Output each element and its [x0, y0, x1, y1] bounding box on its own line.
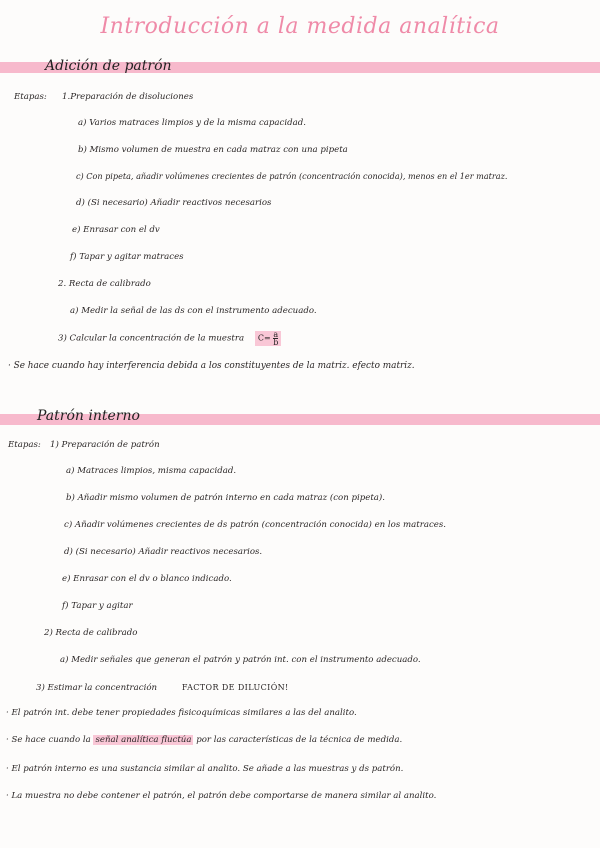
s2-step1-e: e) Enrasar con el dv o blanco indicado.: [62, 574, 232, 584]
s2-step3: [36, 682, 289, 694]
s1-step3-text: 3) Calcular la concentración de la muestra: [58, 333, 245, 344]
s2-step1-b: b) Añadir mismo volumen de patrón interno en cada matraz (con pipeta).: [66, 493, 385, 503]
s1-step1-a: a) Varios matraces limpios y de la misma capacidad.: [78, 118, 306, 128]
formula-num: a: [273, 330, 279, 339]
s1-step1-e: e) Enrasar con el dv: [72, 225, 160, 235]
s2-note-1: · El patrón int. debe tener propiedades fisicoquímicas similares a las del analito.: [6, 708, 357, 718]
s2-step1-a: a) Matraces limpios, misma capacidad.: [66, 466, 237, 476]
s1-note: · Se hace cuando hay interferencia debida a los constituyentes de la matriz. efecto matriz.: [8, 361, 415, 371]
s2-step1: 1) Preparación de patrón: [50, 440, 160, 450]
s1-step1-f: f) Tapar y agitar matraces: [70, 252, 184, 262]
etapas-label-2: Etapas:: [8, 440, 41, 450]
formula-den: b: [273, 338, 279, 347]
s2-step2: 2) Recta de calibrado: [44, 628, 138, 638]
s2-note-3: · El patrón interno es una sustancia similar al analito. Se añade a las muestras y ds patrón.: [6, 764, 404, 774]
s2-note-2-post: por las características de la técnica de medida.: [196, 735, 403, 745]
section-heading-adicion: Adición de patrón: [45, 58, 172, 74]
s2-step1-c: c) Añadir volúmenes crecientes de ds patrón (concentración conocida) en los matraces.: [64, 520, 446, 530]
s1-step1-c: c) Con pipeta, añadir volúmenes crecientes de patrón (concentración conocida), menos en el 1er matraz.: [76, 171, 508, 181]
etapas-label: Etapas:: [14, 92, 47, 102]
page-title: Introducción a la medida analítica: [100, 14, 500, 39]
s1-step1: 1.Preparación de disoluciones: [62, 92, 194, 102]
formula-fraction: [273, 331, 278, 346]
formula-box: [255, 331, 282, 346]
s2-step1-f: f) Tapar y agitar: [62, 601, 133, 611]
s2-note-2: [6, 735, 402, 746]
s2-note-4: · La muestra no debe contener el patrón, el patrón debe comportarse de manera similar al analito.: [6, 791, 437, 801]
s2-step3-text: 3) Estimar la concentración: [36, 683, 158, 693]
s2-note-2-highlight: señal analítica fluctúa: [95, 735, 192, 745]
s1-step2-a: a) Medir la señal de las ds con el instrumento adecuado.: [70, 306, 317, 316]
s1-step1-b: b) Mismo volumen de muestra en cada matraz con una pipeta: [78, 145, 348, 155]
s2-step3-note: FACTOR DE DILUCIÓN!: [181, 683, 289, 692]
s2-step1-d: d) (Si necesario) Añadir reactivos necesarios.: [64, 547, 263, 557]
formula-c: C=: [257, 333, 271, 343]
s2-step2-a: a) Medir señales que generan el patrón y patrón int. con el instrumento adecuado.: [60, 655, 421, 665]
s1-step2: 2. Recta de calibrado: [58, 279, 151, 289]
s2-note-2-pre: · Se hace cuando la: [6, 735, 91, 745]
s1-step1-d: d) (Si necesario) Añadir reactivos necesarios: [76, 198, 272, 208]
section-heading-patron-interno: Patrón interno: [37, 408, 140, 424]
s1-step3: [58, 331, 281, 346]
